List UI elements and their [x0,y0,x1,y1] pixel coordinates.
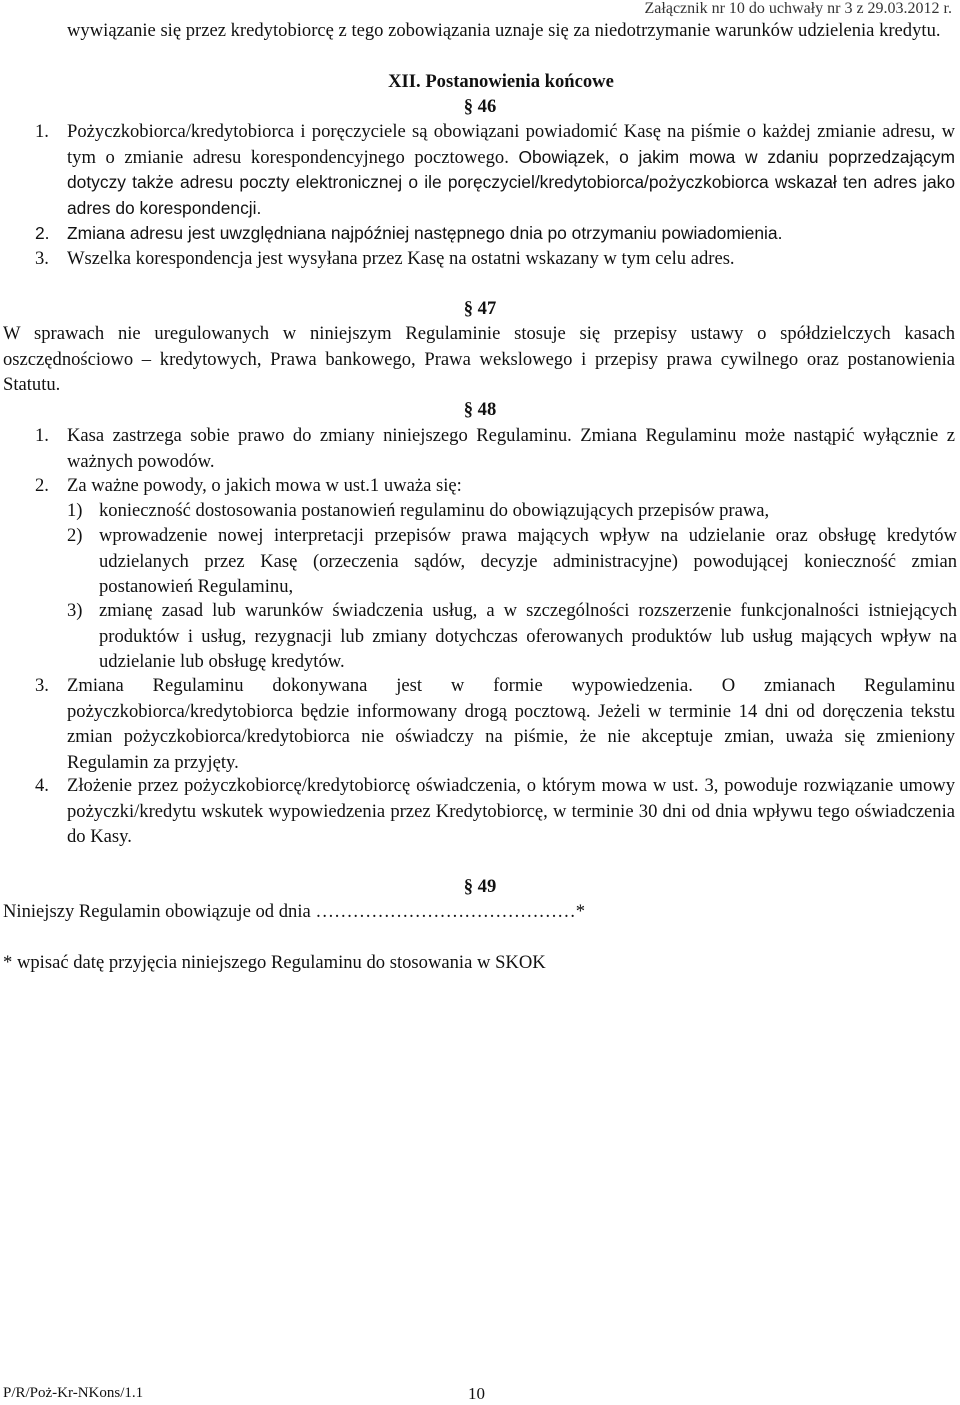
s48-item-4 [35,773,955,850]
section-47-heading: § 47 [463,298,497,319]
s49-paragraph: Niniejszy Regulamin obowiązuje od dnia ……………………………………* [3,901,586,922]
section-48-heading: § 48 [463,399,497,420]
list-item-text: Kasa zastrzega sobie prawo do zmiany niniejszego Regulaminu. Zmiana Regulaminu może nastąpić wyłącznie z ważnych powodów. [67,425,955,472]
document-code: P/R/Poż-Kr-NKons/1.1 [3,1385,144,1401]
list-item-text [67,119,955,221]
section-49-heading: § 49 [463,876,497,897]
list-item-text: Zmiana adresu jest uwzględniana najpóźniej następnego dnia po otrzymaniu powiadomienia. [67,223,783,243]
list-item-text: Za ważne powody, o jakich mowa w ust.1 uważa się: [67,475,462,496]
section-46-heading: § 46 [463,96,497,117]
sublist-item-text: zmianę zasad lub warunków świadczenia usług, a w szczególności rozszerzenie funkcjonalności istniejących produktów i usług, rezygnacji lub zmiany dotychczas oferowanych produktów lub usług mających wpływ na udzielanie lub obsługę kredytów. [99,600,957,672]
s46-item-1 [35,119,955,221]
sublist-item-text: konieczność dostosowania postanowień regulaminu do obowiązujących przepisów prawa, [99,500,770,521]
sublist-number: 3) [67,600,83,621]
s47-paragraph: W sprawach nie uregulowanych w niniejszym Regulaminie stosuje się przepisy ustawy o spółdzielczych kasach oszczędnościowo – kredytowych, Prawa bankowego, Prawa wekslowego i przepisy prawa cywilnego oraz postanowienia Statutu. [3,323,955,395]
list-item-text: Złożenie przez pożyczkobiorcę/kredytobiorcę oświadczenia, o którym mowa w ust. 3, powoduje rozwiązanie umowy pożyczki/kredytu wskutek wypowiedzenia przez Kredytobiorcę, w terminie 30 dni od dnia wpływu tego oświadczenia do Kasy. [67,775,955,847]
s48-subitem-3 [67,598,957,675]
s48-item-2 [35,473,955,499]
s48-item-1 [35,423,955,474]
list-number: 2. [35,223,50,243]
s46-item-3 [35,246,955,272]
page-number: 10 [468,1384,485,1403]
s46-item-2 [35,221,955,247]
list-number: 1. [35,121,49,142]
sublist-number: 2) [67,525,83,546]
footnote: * wpisać datę przyjęcia niniejszego Regulaminu do stosowania w SKOK [3,952,546,973]
s48-item-3 [35,673,955,775]
chapter-title: XII. Postanowienia końcowe [388,71,614,92]
list-item-text-b: Obowiązek, o jakim mowa w zdaniu poprzedzającym dotyczy także adresu poczty elektronicznej o ile poręczyciel/kredytobiorca/pożyczkobiorca wskazał ten adres jako adres do korespondencji. [67,146,955,218]
sublist-item-text: wprowadzenie nowej interpretacji przepisów prawa mających wpływ na udzielanie oraz obsługę kredytów udzielanych przez Kasę (orzeczenia sądów, decyzje administracyjne) powodującej konieczność zmian postanowień Regulaminu, [99,525,957,597]
list-item-text: Zmiana Regulaminu dokonywana jest w formie wypowiedzenia. O zmianach Regulaminu pożyczkobiorca/kredytobiorca będzie informowany drogą pocztową. Jeżeli w terminie 14 dni od doręczenia tekstu zmian pożyczkobiorca/kredytobiorca nie oświadczy na piśmie, że nie akceptuje zmian, uważa się zmieniony Regulamin za przyjęty. [67,675,955,773]
list-item-text-a: Pożyczkobiorca/kredytobiorca i poręczyciele są obowiązani powiadomić Kasę na piśmie o każdej zmianie adresu, w tym o zmianie adresu korespondencyjnego pocztowego. [67,121,955,168]
list-number: 2. [35,475,49,496]
attachment-note: Załącznik nr 10 do uchwały nr 3 z 29.03.2012 r. [644,0,952,17]
sublist-number: 1) [67,500,83,521]
list-item-text: Wszelka korespondencja jest wysyłana przez Kasę na ostatni wskazany w tym celu adres. [67,248,735,269]
list-number: 3. [35,248,49,269]
list-number: 4. [35,775,49,796]
intro-paragraph: wywiązanie się przez kredytobiorcę z tego zobowiązania uznaje się za niedotrzymanie warunków udzielenia kredytu. [67,20,941,41]
s48-subitem-2 [67,523,957,600]
list-number: 3. [35,675,49,696]
s48-subitem-1 [67,498,957,524]
list-number: 1. [35,425,49,446]
